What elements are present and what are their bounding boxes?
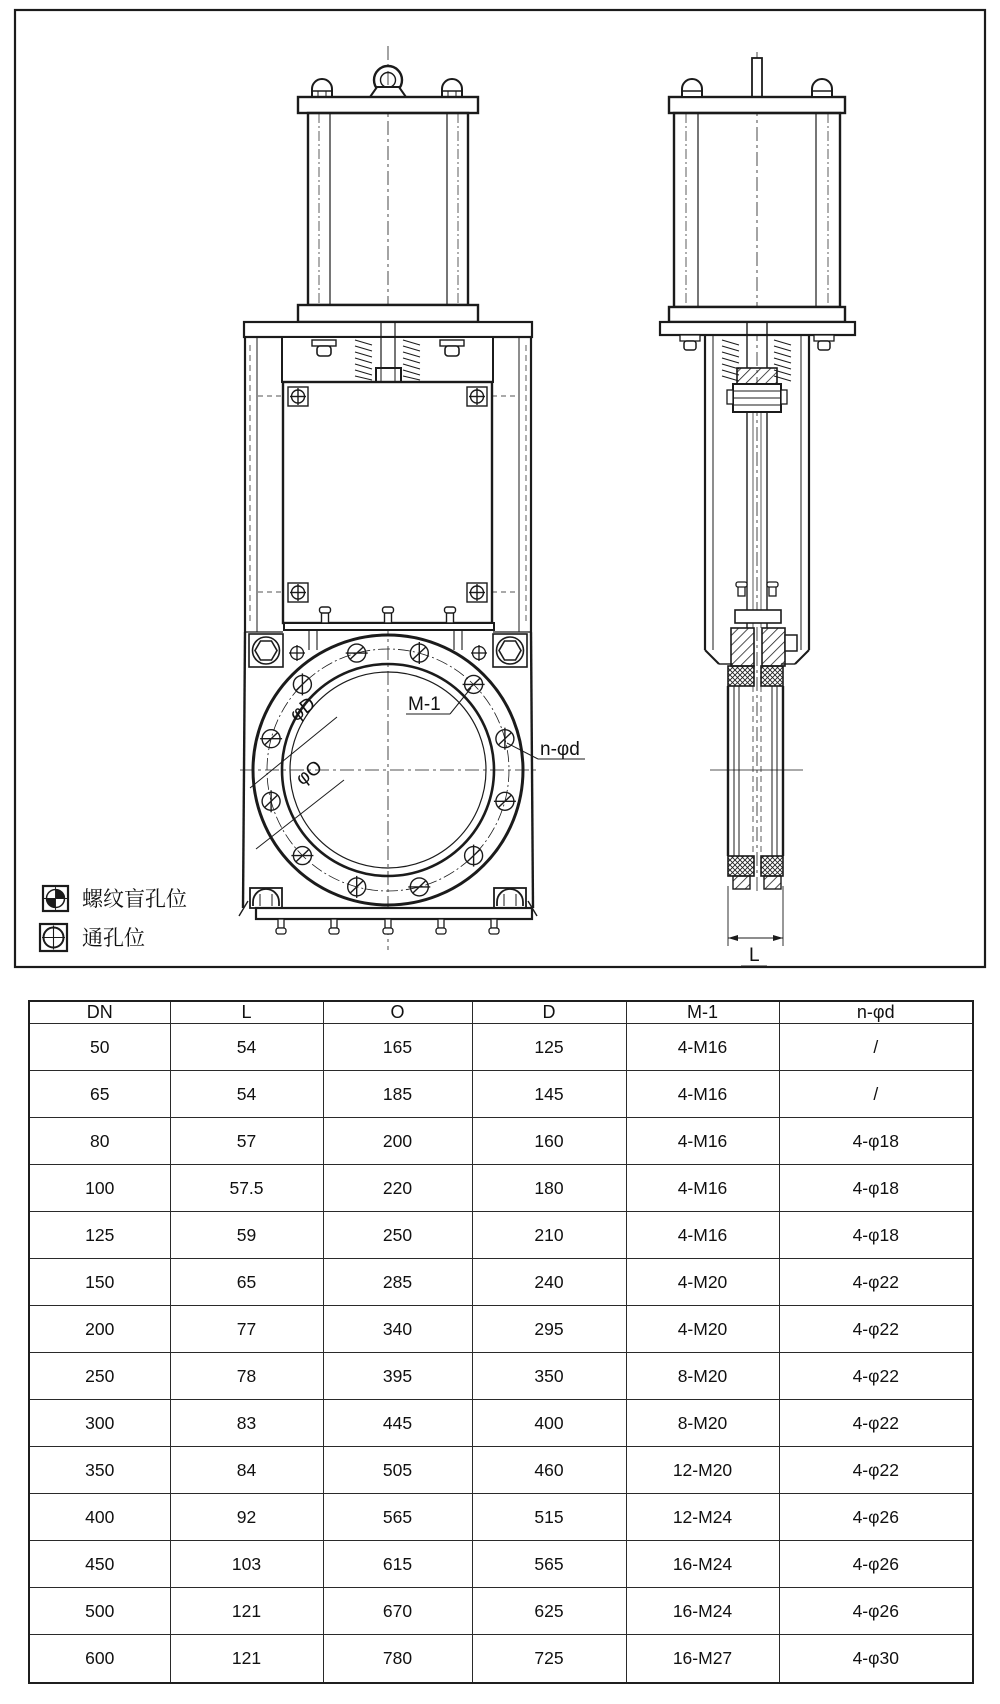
table-cell: 16-M24 <box>626 1588 779 1635</box>
cylinder-side <box>660 79 855 335</box>
table-cell: 4-φ22 <box>779 1447 973 1494</box>
label-n-phi-d: n-φd <box>540 739 580 760</box>
table-row <box>29 1071 973 1118</box>
spec-table-header-row <box>29 1001 973 1024</box>
label-phi-d: φD <box>286 693 320 726</box>
col-header-3: D <box>472 1001 626 1024</box>
col-header-2: O <box>323 1001 472 1024</box>
table-cell: 77 <box>170 1306 323 1353</box>
legend-label-through-hole: 通孔位 <box>82 927 145 950</box>
table-cell: 16-M27 <box>626 1635 779 1683</box>
table-row <box>29 1541 973 1588</box>
mounting-plate-side <box>660 322 855 335</box>
table-cell: 57.5 <box>170 1165 323 1212</box>
table-cell: 295 <box>472 1306 626 1353</box>
table-cell: 565 <box>323 1494 472 1541</box>
phi-d-leader <box>250 717 337 788</box>
table-cell: 625 <box>472 1588 626 1635</box>
table-cell: 725 <box>472 1635 626 1683</box>
table-cell: 103 <box>170 1541 323 1588</box>
table-cell: 8-M20 <box>626 1400 779 1447</box>
table-cell: 4-φ30 <box>779 1635 973 1683</box>
table-cell: 12-M20 <box>626 1447 779 1494</box>
table-cell: / <box>779 1071 973 1118</box>
label-length-l: L <box>749 945 760 966</box>
table-cell: 83 <box>170 1400 323 1447</box>
table-cell: 600 <box>29 1635 170 1683</box>
table-row <box>29 1400 973 1447</box>
table-row <box>29 1212 973 1259</box>
table-cell: 4-φ18 <box>779 1212 973 1259</box>
table-row <box>29 1306 973 1353</box>
table-cell: 165 <box>323 1024 472 1071</box>
table-cell: 4-φ22 <box>779 1259 973 1306</box>
table-cell: 450 <box>29 1541 170 1588</box>
table-cell: 500 <box>29 1588 170 1635</box>
table-cell: 340 <box>323 1306 472 1353</box>
table-cell: 395 <box>323 1353 472 1400</box>
table-cell: 4-M20 <box>626 1259 779 1306</box>
table-cell: 54 <box>170 1071 323 1118</box>
cylinder-top-nut-right <box>442 79 462 97</box>
threaded-blind-hole-symbol <box>43 886 68 911</box>
table-cell: 445 <box>323 1400 472 1447</box>
table-cell: 180 <box>472 1165 626 1212</box>
table-cell: 4-φ18 <box>779 1118 973 1165</box>
front-view <box>239 46 585 950</box>
table-cell: 350 <box>472 1353 626 1400</box>
table-cell: 65 <box>170 1259 323 1306</box>
table-cell: 4-φ22 <box>779 1306 973 1353</box>
table-cell: 8-M20 <box>626 1353 779 1400</box>
table-cell: 615 <box>323 1541 472 1588</box>
col-header-1: L <box>170 1001 323 1024</box>
table-row <box>29 1494 973 1541</box>
hole-legend <box>40 886 68 951</box>
mounting-plate-front <box>244 322 532 337</box>
table-cell: 50 <box>29 1024 170 1071</box>
table-cell: 92 <box>170 1494 323 1541</box>
label-phi-o: φO <box>292 756 327 790</box>
table-cell: 4-φ22 <box>779 1400 973 1447</box>
table-cell: 4-φ26 <box>779 1541 973 1588</box>
table-cell: 185 <box>323 1071 472 1118</box>
table-cell: 84 <box>170 1447 323 1494</box>
table-cell: 515 <box>472 1494 626 1541</box>
table-cell: 460 <box>472 1447 626 1494</box>
table-cell: / <box>779 1024 973 1071</box>
table-cell: 121 <box>170 1588 323 1635</box>
table-cell: 4-φ26 <box>779 1494 973 1541</box>
spec-table-body <box>29 1024 973 1684</box>
gate-plate-front <box>258 382 518 650</box>
table-cell: 12-M24 <box>626 1494 779 1541</box>
table-cell: 80 <box>29 1118 170 1165</box>
body-side <box>728 582 797 889</box>
table-cell: 54 <box>170 1024 323 1071</box>
table-cell: 100 <box>29 1165 170 1212</box>
table-cell: 505 <box>323 1447 472 1494</box>
table-row <box>29 1588 973 1635</box>
table-cell: 200 <box>29 1306 170 1353</box>
table-cell: 400 <box>472 1400 626 1447</box>
table-cell: 300 <box>29 1400 170 1447</box>
table-cell: 4-φ18 <box>779 1165 973 1212</box>
table-cell: 121 <box>170 1635 323 1683</box>
table-cell: 57 <box>170 1118 323 1165</box>
table-cell: 59 <box>170 1212 323 1259</box>
label-m1: M-1 <box>408 694 441 715</box>
table-cell: 78 <box>170 1353 323 1400</box>
table-row <box>29 1118 973 1165</box>
col-header-5: n-φd <box>779 1001 973 1024</box>
side-view <box>660 52 855 966</box>
table-cell: 125 <box>472 1024 626 1071</box>
phi-o-leader <box>256 780 344 849</box>
table-cell: 145 <box>472 1071 626 1118</box>
table-row <box>29 1635 973 1683</box>
table-cell: 16-M24 <box>626 1541 779 1588</box>
table-cell: 4-M16 <box>626 1118 779 1165</box>
table-cell: 4-M16 <box>626 1165 779 1212</box>
table-cell: 4-M20 <box>626 1306 779 1353</box>
table-cell: 780 <box>323 1635 472 1683</box>
table-cell: 220 <box>323 1165 472 1212</box>
table-cell: 285 <box>323 1259 472 1306</box>
table-cell: 4-φ26 <box>779 1588 973 1635</box>
table-row <box>29 1165 973 1212</box>
col-header-0: DN <box>29 1001 170 1024</box>
table-cell: 150 <box>29 1259 170 1306</box>
through-hole-symbol <box>40 924 67 951</box>
table-row <box>29 1024 973 1071</box>
gland-hatched <box>737 368 777 384</box>
table-cell: 565 <box>472 1541 626 1588</box>
spec-table <box>28 1000 974 1684</box>
table-cell: 4-φ22 <box>779 1353 973 1400</box>
feet-studs <box>276 919 499 934</box>
table-cell: 125 <box>29 1212 170 1259</box>
spec-table-section <box>28 1000 972 1684</box>
cylinder-top-nut-left <box>312 79 332 97</box>
table-cell: 4-M16 <box>626 1071 779 1118</box>
legend-label-threaded-blind-hole: 螺纹盲孔位 <box>82 888 187 911</box>
table-cell: 350 <box>29 1447 170 1494</box>
table-row <box>29 1447 973 1494</box>
col-header-4: M-1 <box>626 1001 779 1024</box>
table-cell: 240 <box>472 1259 626 1306</box>
table-cell: 250 <box>323 1212 472 1259</box>
table-row <box>29 1353 973 1400</box>
table-cell: 65 <box>29 1071 170 1118</box>
table-cell: 400 <box>29 1494 170 1541</box>
table-row <box>29 1259 973 1306</box>
table-cell: 4-M16 <box>626 1024 779 1071</box>
table-cell: 200 <box>323 1118 472 1165</box>
table-cell: 670 <box>323 1588 472 1635</box>
table-cell: 250 <box>29 1353 170 1400</box>
table-cell: 4-M16 <box>626 1212 779 1259</box>
table-cell: 160 <box>472 1118 626 1165</box>
stem-rod-top <box>752 58 762 97</box>
table-cell: 210 <box>472 1212 626 1259</box>
